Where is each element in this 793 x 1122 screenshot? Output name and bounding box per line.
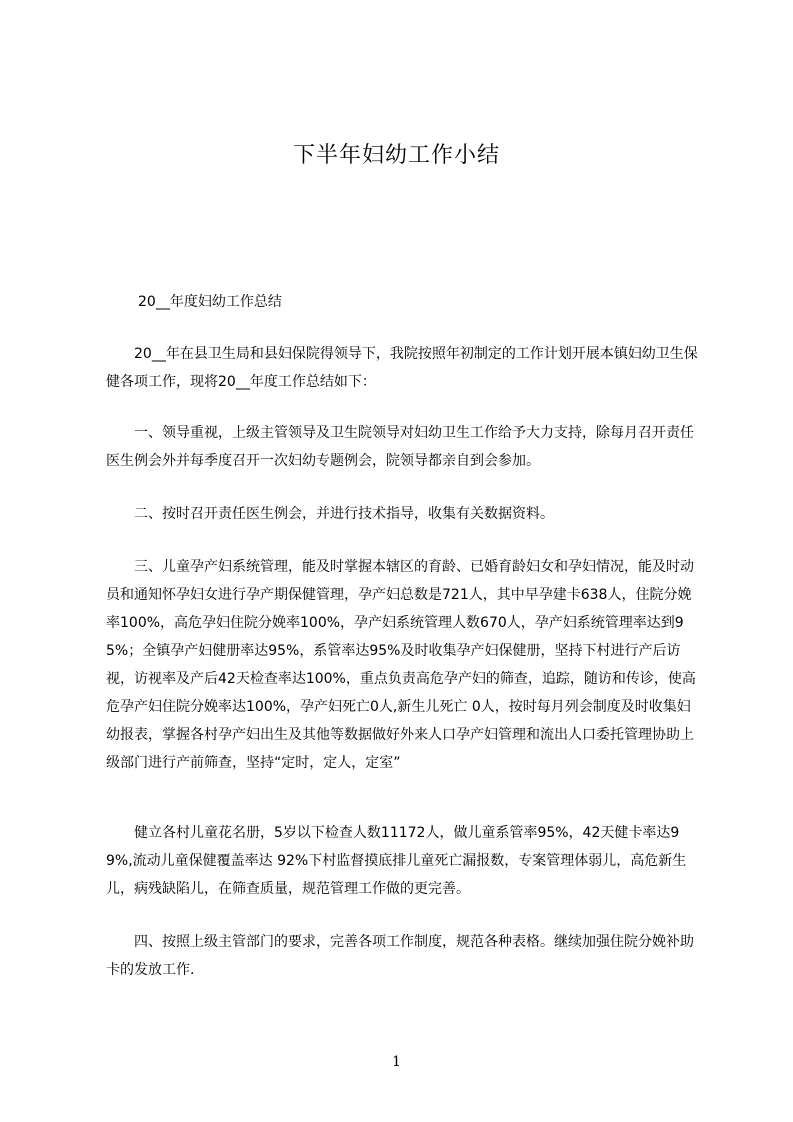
paragraph-section-3: 三、儿童孕产妇系统管理，能及时掌握本辖区的育龄、已婚育龄妇女和孕妇情况，能及时动员和通知怀孕妇女进行孕产期保健管理，孕产妇总数是721人，其中早孕建卡638人，住院分娩率100%，高危孕妇住院分娩率100%，孕产妇系统管理人数670人，孕产妇系统管理率达到95%；全镇孕产妇健册率达95%，系管率达95%及时收集孕产妇保健册，坚持下村进行产后访视，访视率及产后42天检查率达100%，重点负责高危孕产妇的筛查，追踪，随访和传诊，使高危孕产妇住院分娩率达100%，孕产妇死亡0人,新生儿死亡 0人，按时每月列会制度及时收集妇幼报表，掌握各村孕产妇出生及其他等数据做好外来人口孕产妇管理和流出人口委托管理协助上级部门进行产前筛查，坚持“定时，定人，定室” — [106, 559, 696, 771]
document-title: 下半年妇幼工作小结 — [292, 143, 500, 168]
page-number: 1 — [392, 1054, 401, 1070]
paragraph-section-4: 四、按照上级主管部门的要求，完善各项工作制度，规范各种表格。继续加强住院分娩补助卡的发放工作. — [106, 934, 694, 978]
paragraph-section-2: 二、按时召开责任医生例会，并进行技术指导，收集有关数据资料。 — [134, 506, 554, 522]
document-subtitle: 20__年度妇幼工作总结 — [138, 294, 282, 310]
paragraph-section-3-block — [106, 553, 698, 805]
paragraph-section-4-block — [106, 928, 698, 984]
paragraph-section-2-block — [106, 500, 698, 528]
paragraph-child-health-block — [106, 819, 698, 903]
paragraph-intro-block — [106, 340, 698, 396]
paragraph-intro: 20__年在县卫生局和县妇保院得领导下，我院按照年初制定的工作计划开展本镇妇幼卫生保健各项工作，现将20__年度工作总结如下： — [106, 346, 698, 390]
paragraph-section-1: 一、领导重视，上级主管领导及卫生院领导对妇幼卫生工作给予大力支持，除每月召开责任医生例会外并每季度召开一次妇幼专题例会，院领导都亲自到会参加。 — [106, 425, 694, 469]
paragraph-child-health: 健立各村儿童花名册，5岁以下检查人数11172人，做儿童系管率95%，42天健卡率达99%,流动儿童保健覆盖率达 92%下村监督摸底排儿童死亡漏报数，专案管理体弱儿，高危新生儿，病残缺陷儿，在筛查质量，规范管理工作做的更完善。 — [106, 825, 687, 897]
paragraph-section-1-block — [106, 419, 698, 475]
document-subtitle-block — [106, 288, 698, 316]
